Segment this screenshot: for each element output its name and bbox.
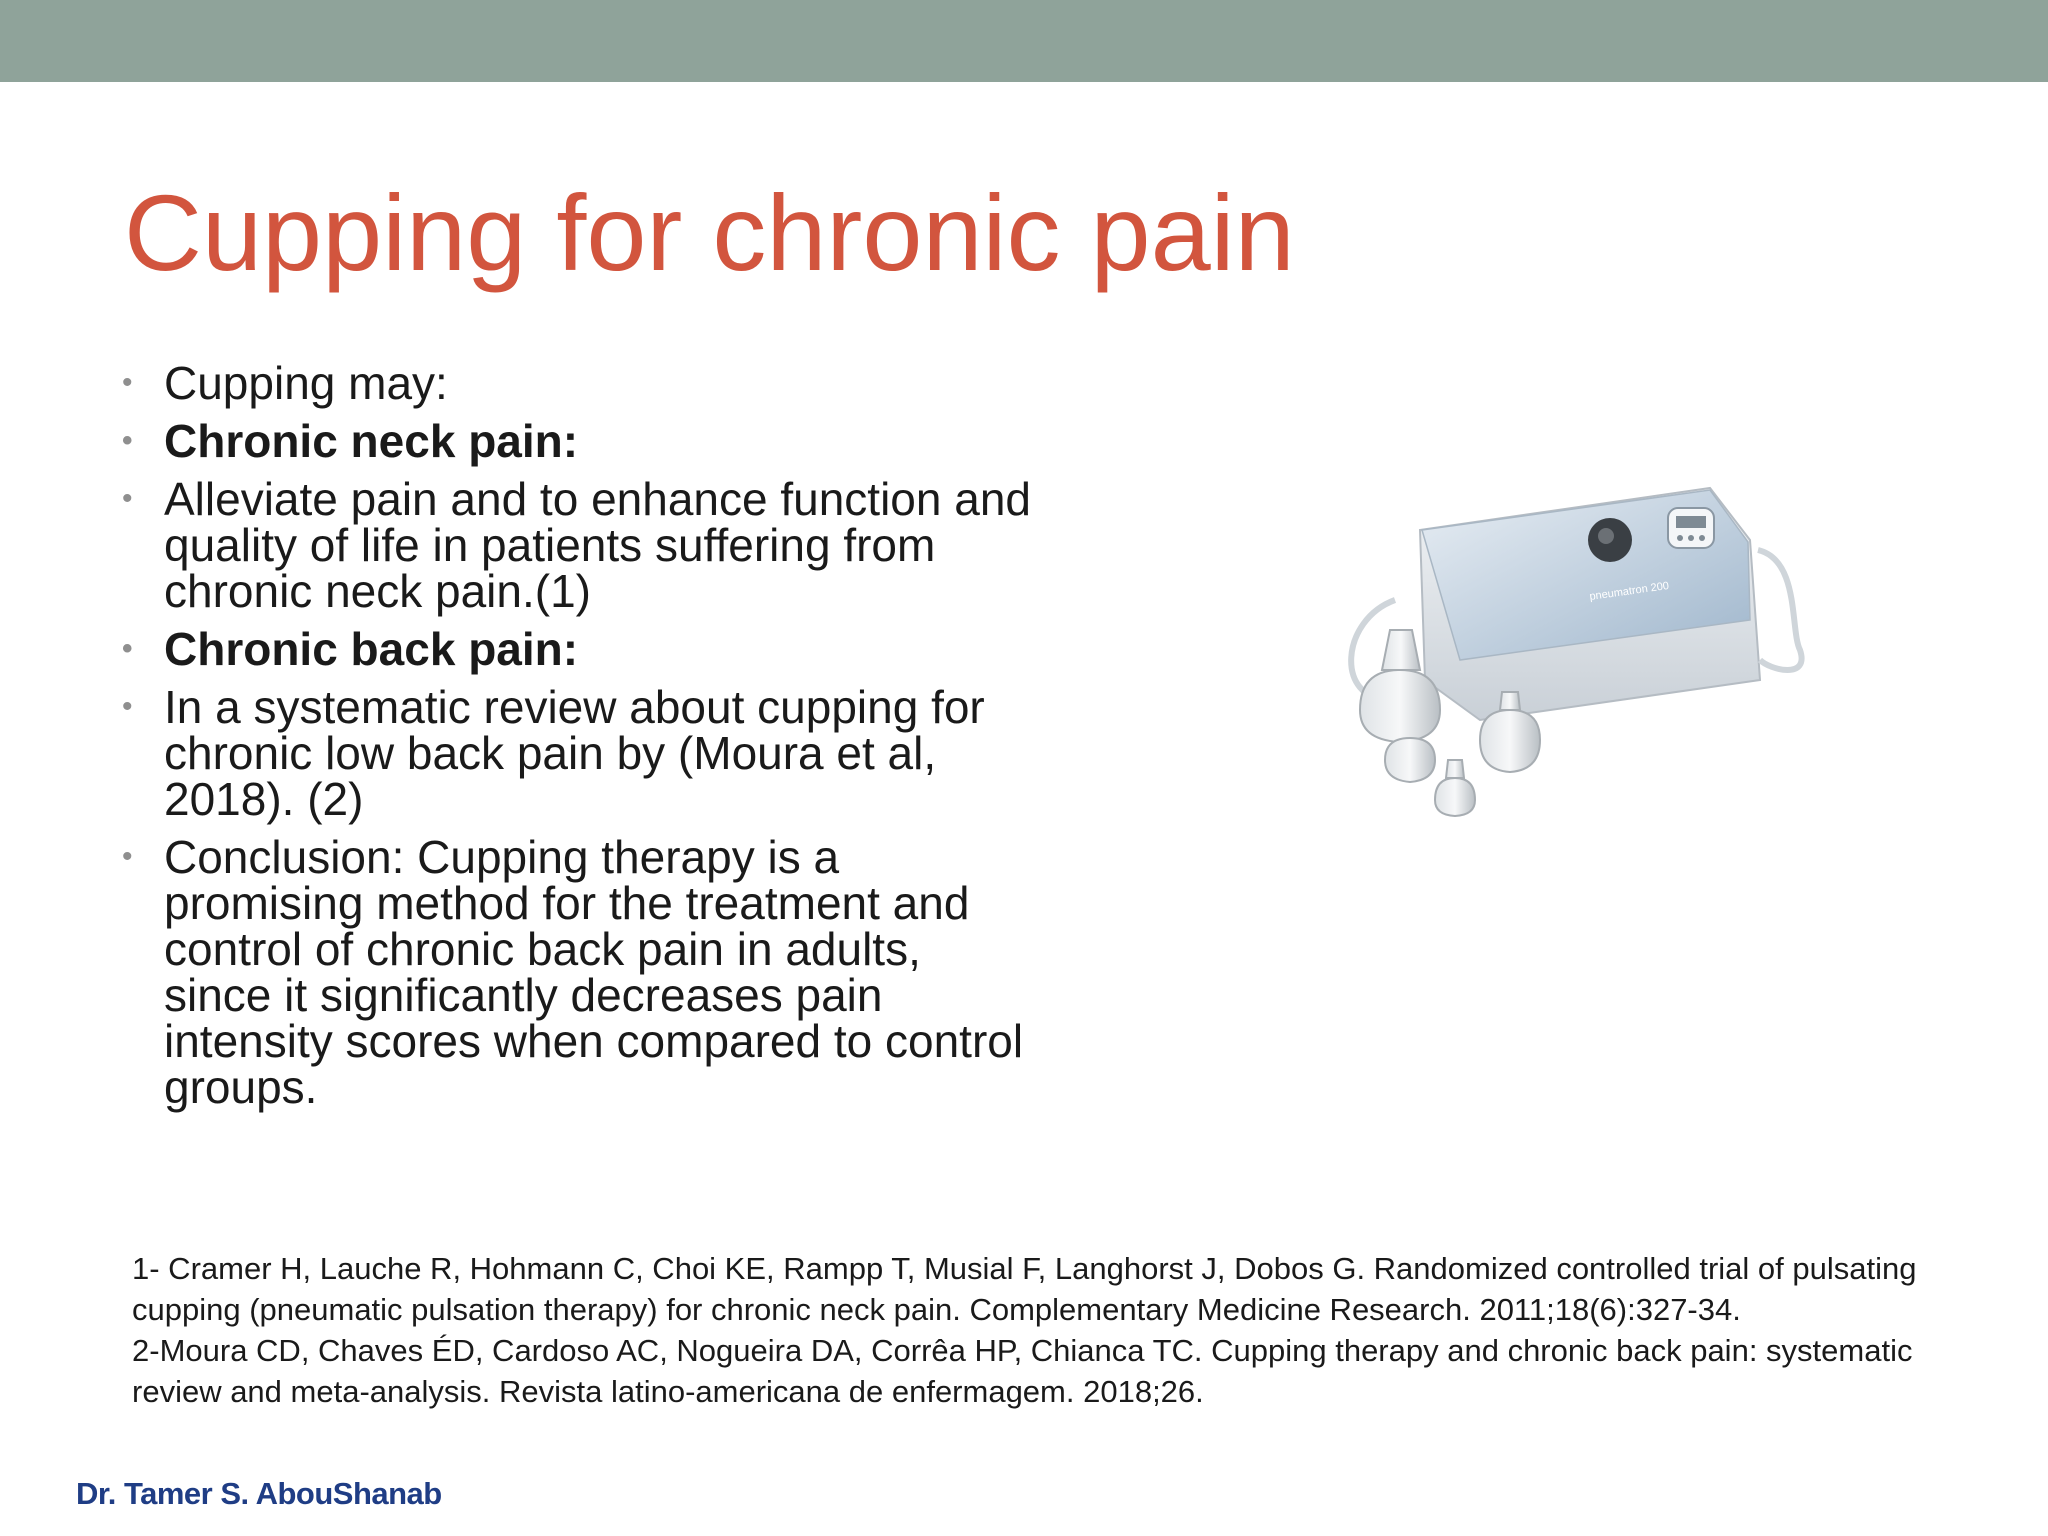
top-bar bbox=[0, 0, 2048, 82]
references bbox=[132, 1248, 1982, 1412]
author-name: Dr. Tamer S. AbouShanab bbox=[76, 1476, 442, 1511]
bullet-text: In a systematic review about cupping for chronic low back pain by (Moura et al, 2018). (2) bbox=[164, 681, 985, 825]
bullet-dot-icon: • bbox=[122, 690, 133, 723]
reference-1: 1- Cramer H, Lauche R, Hohmann C, Choi KE, Rampp T, Musial F, Langhorst J, Dobos G. Randomized controlled trial of pulsating cupping (pneumatic pulsation therapy) for chronic neck pain. Complementary Medicine Research. 2011;18(6):327-34. bbox=[132, 1251, 1917, 1327]
bullet-text: Alleviate pain and to enhance function and quality of life in patients suffering from chronic neck pain.(1) bbox=[164, 473, 1031, 617]
bullet-item bbox=[120, 831, 1040, 1113]
bullet-dot-icon: • bbox=[122, 424, 133, 457]
bullet-text: Chronic back pain: bbox=[164, 623, 579, 675]
bullet-item bbox=[120, 415, 1040, 467]
bullet-dot-icon: • bbox=[122, 366, 133, 399]
bullet-item bbox=[120, 357, 1040, 409]
device-label: pneumatron 200 bbox=[1588, 579, 1670, 603]
bullet-text: Cupping may: bbox=[164, 357, 448, 409]
cupping-device-image bbox=[1330, 470, 1820, 840]
bullet-list bbox=[120, 357, 1040, 1122]
bullet-item bbox=[120, 623, 1040, 675]
bullet-text: Chronic neck pain: bbox=[164, 415, 579, 467]
reference-2: 2-Moura CD, Chaves ÉD, Cardoso AC, Nogueira DA, Corrêa HP, Chianca TC. Cupping therapy and chronic back pain: systematic review and meta-analysis. Revista latino-americana de enfermagem. 2018;26. bbox=[132, 1333, 1913, 1409]
bullet-text: Conclusion: Cupping therapy is a promising method for the treatment and control of chronic back pain in adults, since it significantly decreases pain intensity scores when compared to control groups. bbox=[164, 831, 1024, 1113]
slide-title: Cupping for chronic pain bbox=[124, 172, 1295, 293]
bullet-dot-icon: • bbox=[122, 840, 133, 873]
bullet-item bbox=[120, 473, 1040, 617]
cupping-device-icon bbox=[1330, 470, 1820, 840]
bullet-item bbox=[120, 681, 1040, 825]
bullet-dot-icon: • bbox=[122, 482, 133, 515]
bullet-dot-icon: • bbox=[122, 632, 133, 665]
